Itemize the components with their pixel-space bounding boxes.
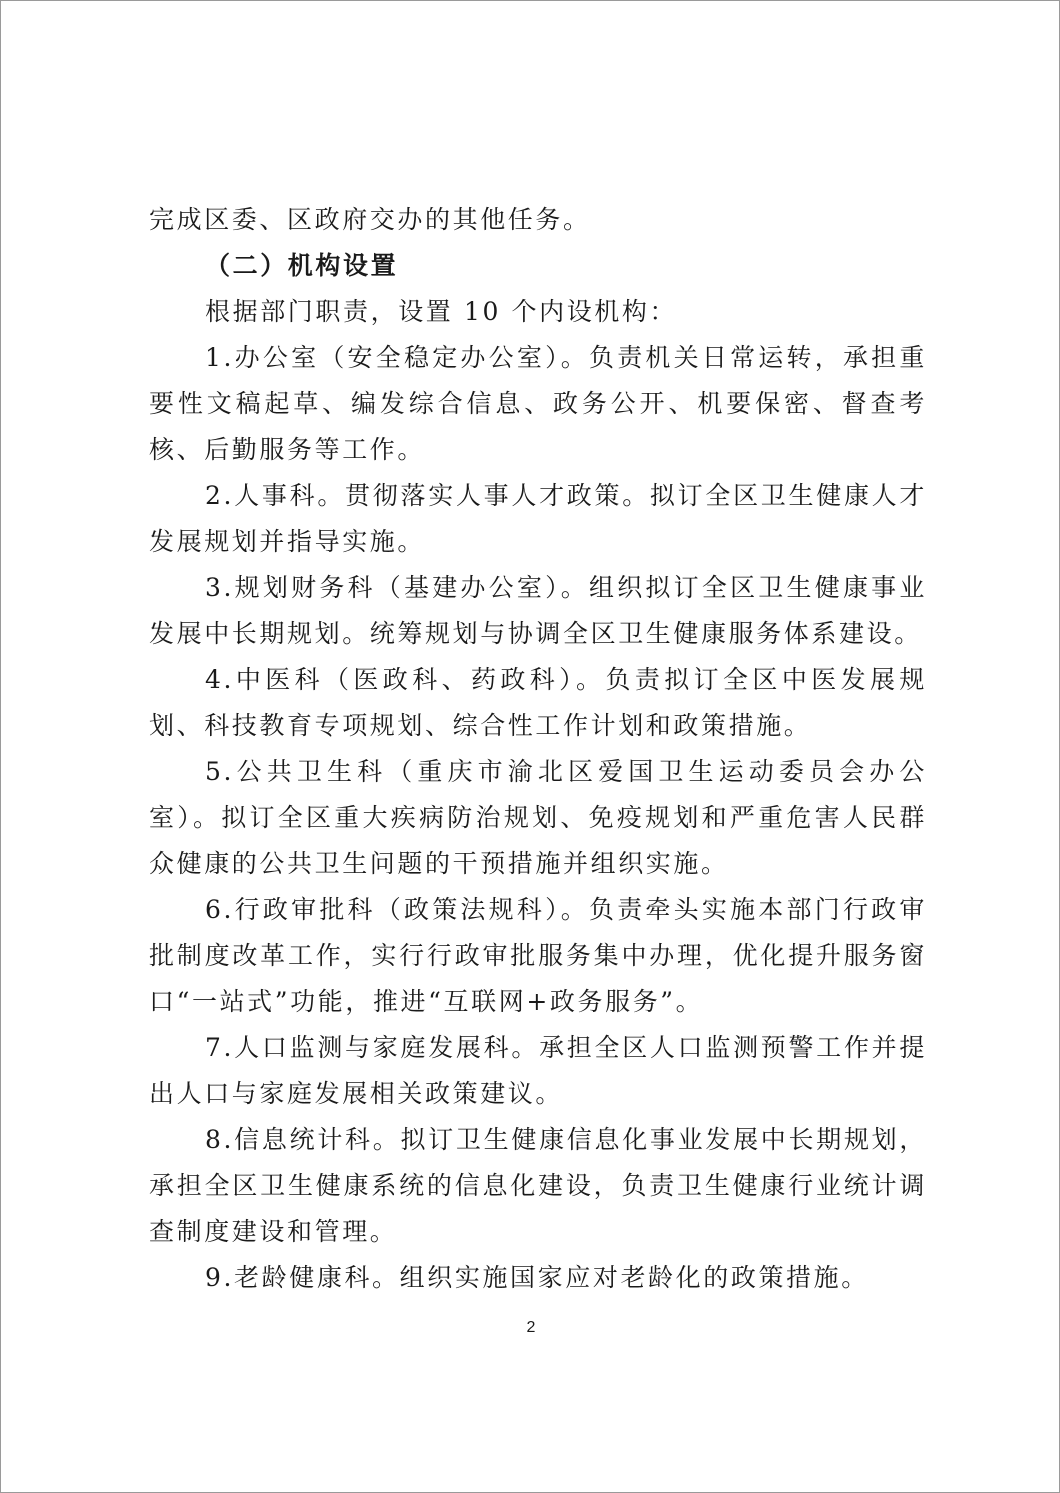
- paragraph-item-2: 2.人事科。贯彻落实人事人才政策。拟订全区卫生健康人才发展规划并指导实施。: [149, 481, 927, 556]
- page-number: 2: [526, 1319, 536, 1336]
- paragraph-continuation: 完成区委、区政府交办的其他任务。: [149, 205, 591, 234]
- document-body: [149, 197, 927, 1301]
- section-heading: （二）机构设置: [205, 251, 399, 280]
- paragraph-item-9: 9.老龄健康科。组织实施国家应对老龄化的政策措施。: [205, 1263, 869, 1292]
- paragraph-item-4: 4.中医科（医政科、药政科）。负责拟订全区中医发展规划、科技教育专项规划、综合性工作计划和政策措施。: [149, 665, 927, 740]
- paragraph-item-7: 7.人口监测与家庭发展科。承担全区人口监测预警工作并提出人口与家庭发展相关政策建议。: [149, 1033, 927, 1108]
- paragraph-item-1: 1.办公室（安全稳定办公室）。负责机关日常运转，承担重要性文稿起草、编发综合信息、政务公开、机要保密、督查考核、后勤服务等工作。: [149, 343, 927, 464]
- paragraph-item-5: 5.公共卫生科（重庆市渝北区爱国卫生运动委员会办公室）。拟订全区重大疾病防治规划、免疫规划和严重危害人民群众健康的公共卫生问题的干预措施并组织实施。: [149, 757, 927, 878]
- paragraph-intro: 根据部门职责，设置 10 个内设机构：: [205, 297, 678, 326]
- paragraph-item-3: 3.规划财务科（基建办公室）。组织拟订全区卫生健康事业发展中长期规划。统筹规划与协调全区卫生健康服务体系建设。: [149, 573, 927, 648]
- paragraph-item-6: 6.行政审批科（政策法规科）。负责牵头实施本部门行政审批制度改革工作，实行行政审批服务集中办理，优化提升服务窗口“一站式”功能，推进“互联网+政务服务”。: [149, 895, 927, 1016]
- paragraph-item-8: 8.信息统计科。拟订卫生健康信息化事业发展中长期规划，承担全区卫生健康系统的信息化建设，负责卫生健康行业统计调查制度建设和管理。: [149, 1125, 927, 1246]
